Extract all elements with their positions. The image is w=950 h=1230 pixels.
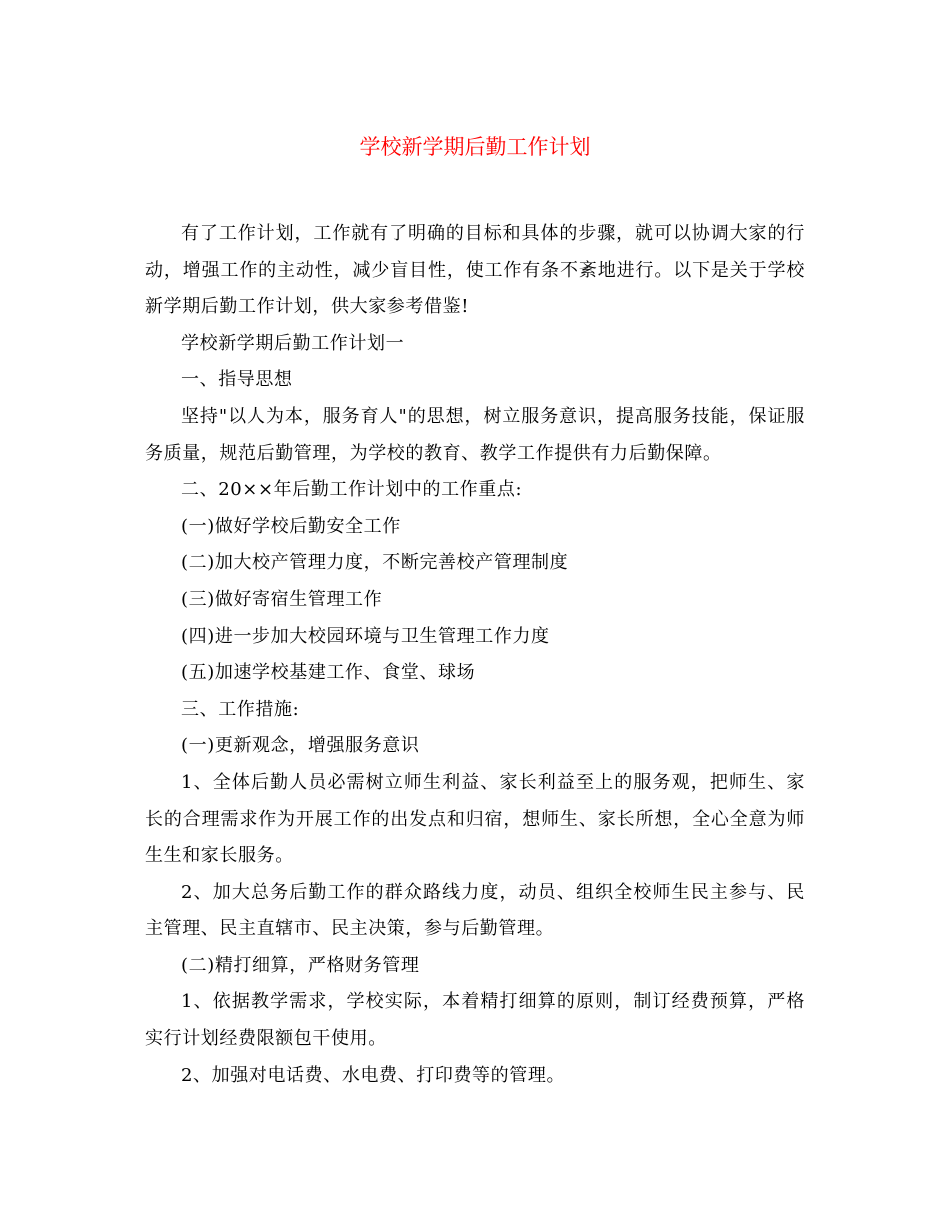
- document-body: [145, 216, 805, 1094]
- subsection-heading: (二)精打细算，严格财务管理: [181, 954, 420, 976]
- list-item: (四)进一步加大校园环境与卫生管理工作力度: [181, 625, 550, 647]
- body-paragraph: 1、全体后勤人员必需树立师生利益、家长利益至上的服务观，把师生、家长的合理需求作为开展工作的出发点和归宿，想师生、家长所想，全心全意为师生生和家长服务。: [145, 771, 805, 867]
- intro-paragraph: 有了工作计划，工作就有了明确的目标和具体的步骤，就可以协调大家的行动，增强工作的主动性，减少盲目性，使工作有条不紊地进行。以下是关于学校新学期后勤工作计划，供大家参考借鉴!: [145, 223, 805, 318]
- list-item: (一)做好学校后勤安全工作: [181, 515, 401, 537]
- list-item: (五)加速学校基建工作、食堂、球场: [181, 662, 476, 684]
- body-paragraph: 2、加大总务后勤工作的群众路线力度，动员、组织全校师生民主参与、民主管理、民主直辖市、民主决策，参与后勤管理。: [145, 881, 805, 940]
- subsection-heading: (一)更新观念，增强服务意识: [181, 735, 420, 757]
- body-paragraph: 坚持"以人为本，服务育人"的思想，树立服务意识，提高服务技能，保证服务质量，规范后勤管理，为学校的教育、教学工作提供有力后勤保障。: [145, 405, 805, 464]
- body-paragraph: 2、加强对电话费、水电费、打印费等的管理。: [181, 1064, 566, 1086]
- section-heading: 三、工作措施:: [181, 698, 300, 720]
- body-paragraph: 1、依据教学需求，学校实际，本着精打细算的原则，制订经费预算，严格实行计划经费限额包干使用。: [145, 991, 805, 1050]
- plan-heading: 学校新学期后勤工作计划一: [181, 332, 405, 354]
- list-item: (二)加大校产管理力度，不断完善校产管理制度: [181, 552, 569, 574]
- document-title: 学校新学期后勤工作计划: [359, 135, 591, 159]
- list-item: (三)做好寄宿生管理工作: [181, 588, 383, 610]
- section-heading: 二、20××年后勤工作计划中的工作重点:: [181, 479, 523, 501]
- section-heading: 一、指导思想: [181, 369, 293, 391]
